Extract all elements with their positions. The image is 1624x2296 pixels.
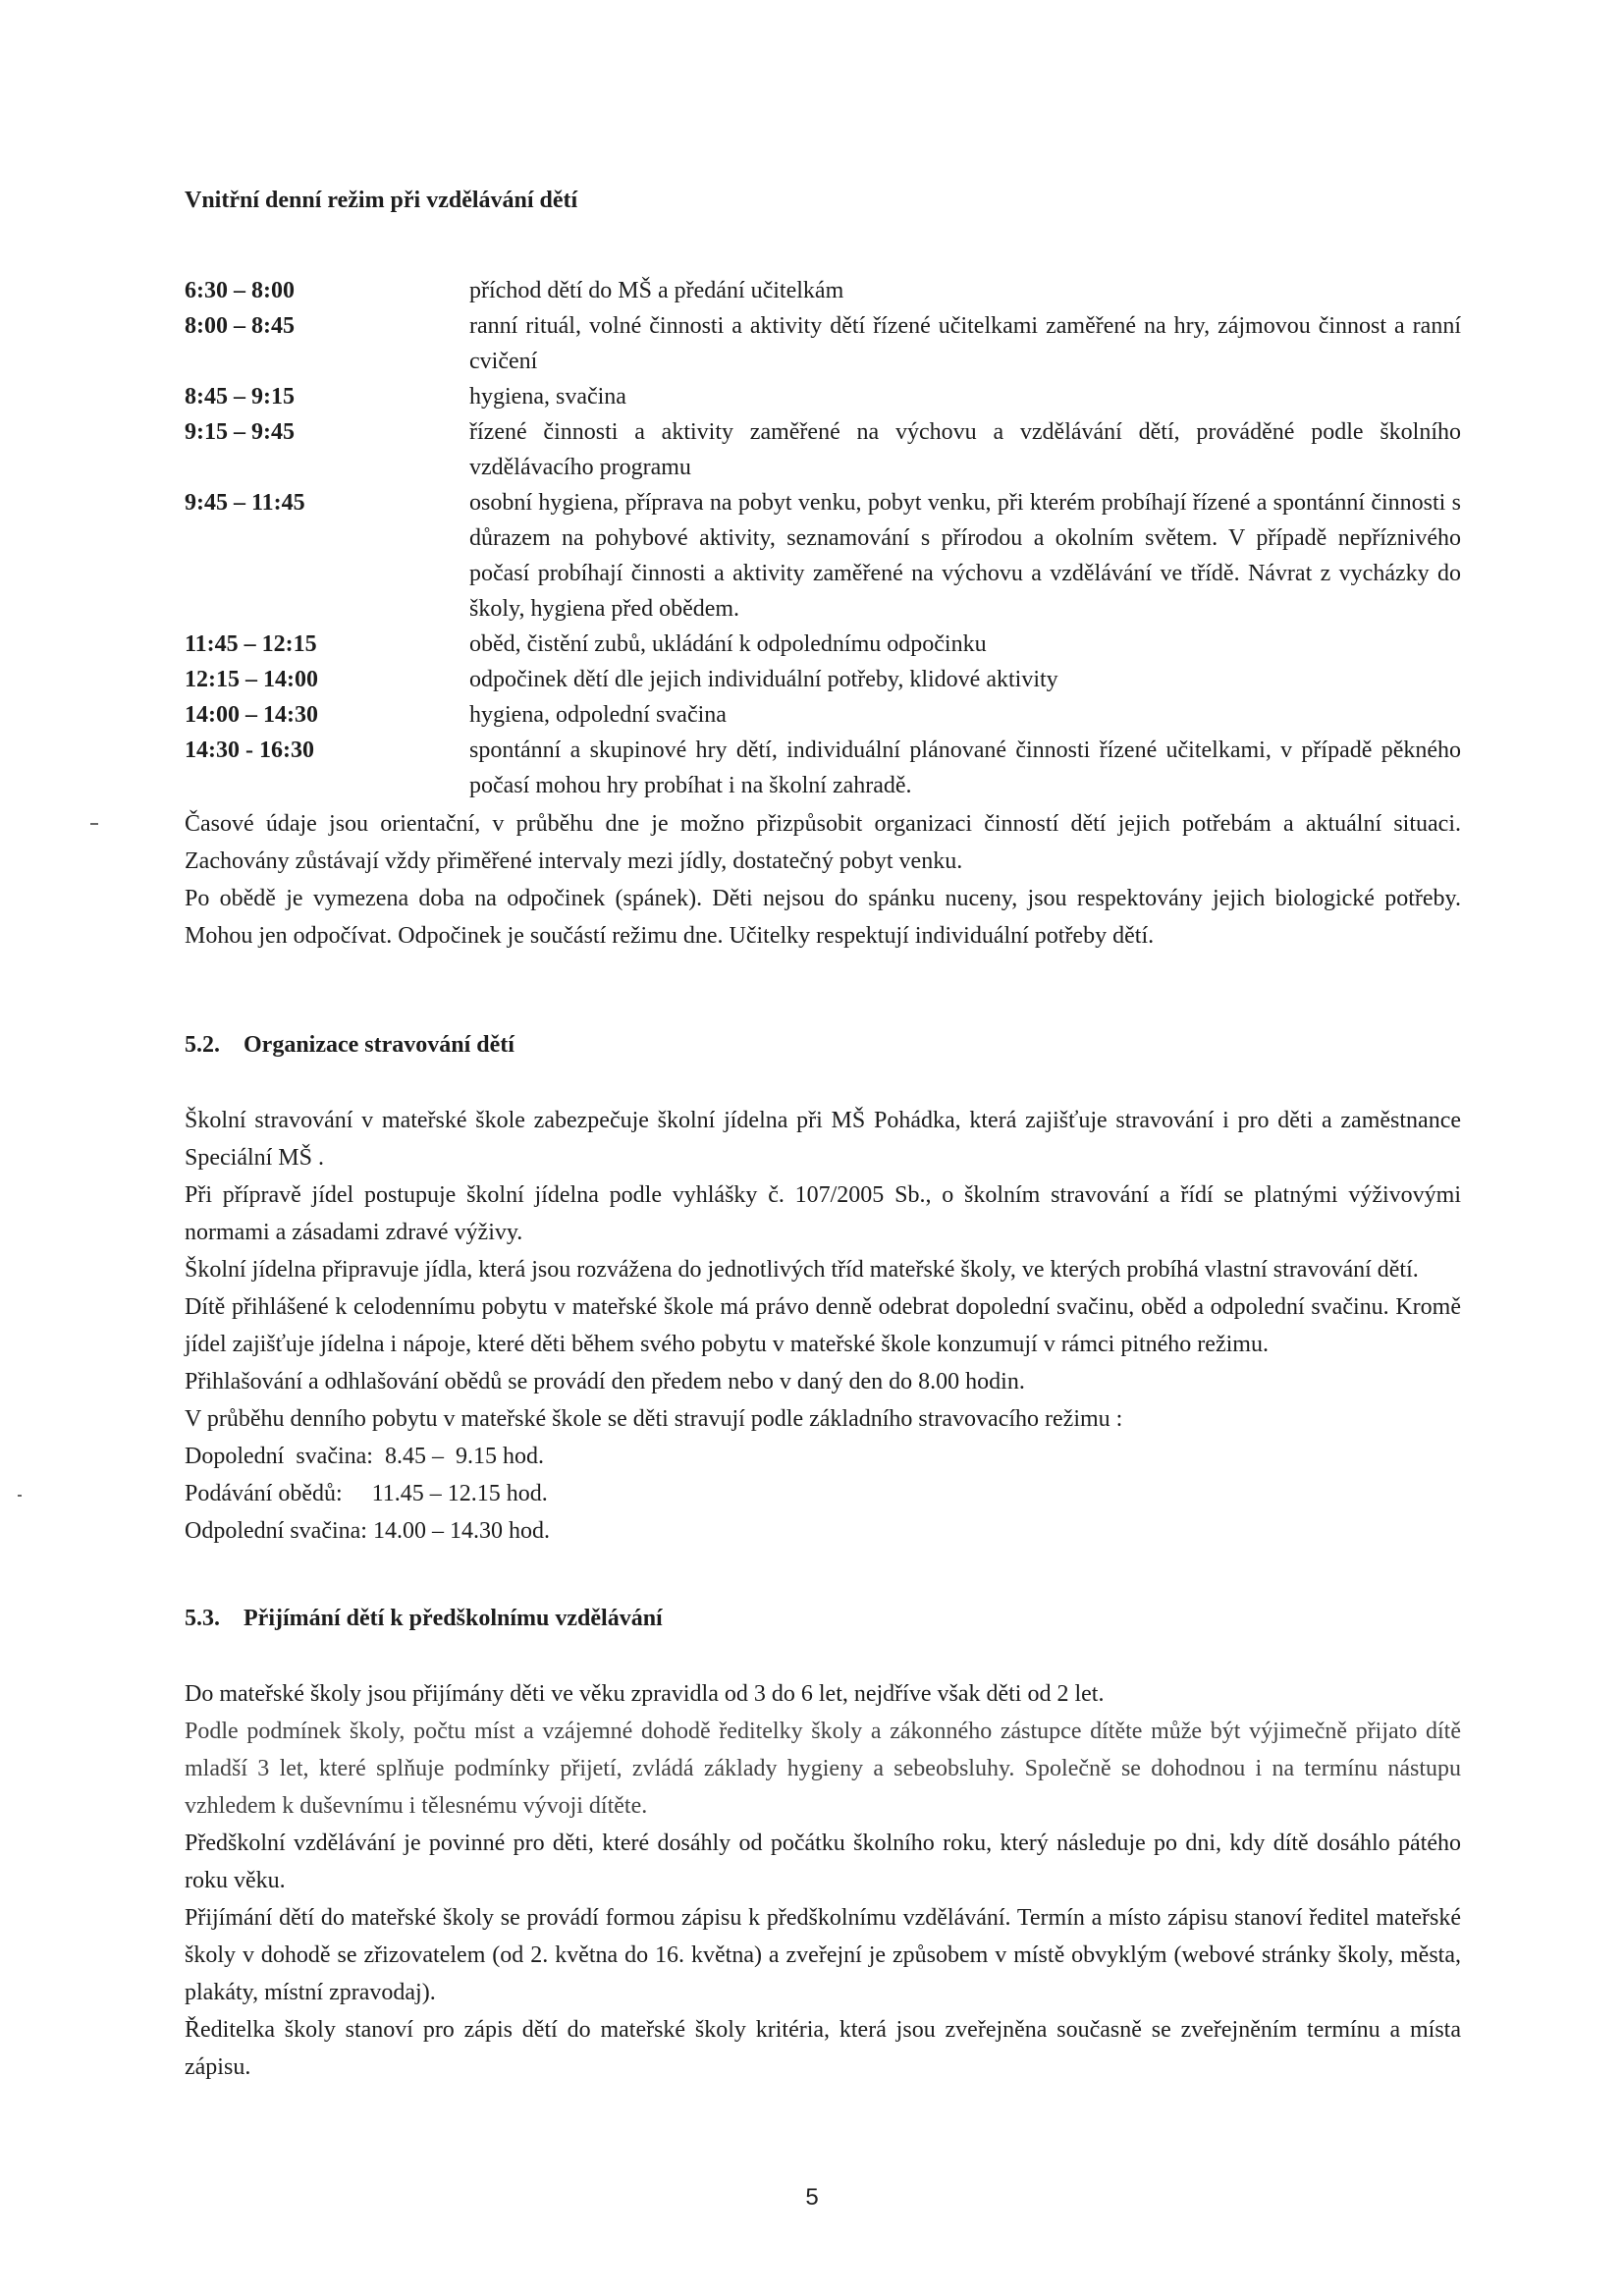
daily-schedule bbox=[185, 273, 1461, 803]
schedule-activity: hygiena, odpolední svačina bbox=[469, 702, 727, 728]
schedule-time: 8:45 – 9:15 bbox=[185, 384, 295, 410]
paragraph: Podle podmínek školy, počtu míst a vzájemné dohodě ředitelky školy a zákonného zástupce dítěte může být výjimečně přijato dítě mladší 3 let, které splňuje podmínky přijetí, zvládá základy hygieny a sebeobsluhy. Společně se dohodnou i na termínu nástupu vzhledem k duševnímu i tělesnému vývoji dítěte. bbox=[185, 1719, 1461, 1819]
schedule-row bbox=[185, 485, 1461, 627]
schedule-time: 9:45 – 11:45 bbox=[185, 490, 305, 516]
paragraph: Školní jídelna připravuje jídla, která jsou rozvážena do jednotlivých tříd mateřské školy, ve kterých probíhá vlastní stravování dětí. bbox=[185, 1257, 1419, 1283]
section-5-2-heading bbox=[185, 1029, 1461, 1061]
schedule-row bbox=[185, 627, 1461, 662]
schedule-time: 9:15 – 9:45 bbox=[185, 419, 295, 445]
schedule-row bbox=[185, 308, 1461, 379]
section-number: 5.2. bbox=[185, 1032, 220, 1058]
schedule-time: 6:30 – 8:00 bbox=[185, 278, 295, 303]
paragraph: Předškolní vzdělávání je povinné pro děti, které dosáhly od počátku školního roku, který následuje po dni, kdy dítě dosáhlo pátého roku věku. bbox=[185, 1831, 1461, 1893]
page-content bbox=[185, 185, 1461, 2086]
schedule-activity: osobní hygiena, příprava na pobyt venku, pobyt venku, při kterém probíhají řízené a spontánní činnosti s důrazem na pohybové aktivity, seznamování s přírodou a okolním světem. V případě nepříznivého počasí probíhají činnosti a aktivity zaměřené na výchovu a vzdělávání ve třídě. Návrat z vycházky do školy, hygiena před obědem. bbox=[469, 490, 1461, 622]
paragraph: Přihlašování a odhlašování obědů se provádí den předem nebo v daný den do 8.00 hodin. bbox=[185, 1369, 1025, 1394]
schedule-activity: řízené činnosti a aktivity zaměřené na výchovu a vzdělávání dětí, prováděné podle školního vzdělávacího programu bbox=[469, 419, 1461, 480]
schedule-row bbox=[185, 273, 1461, 308]
paragraph: Do mateřské školy jsou přijímány děti ve věku zpravidla od 3 do 6 let, nejdříve však děti od 2 let. bbox=[185, 1681, 1105, 1707]
schedule-time: 11:45 – 12:15 bbox=[185, 631, 317, 657]
section-5-3-heading bbox=[185, 1603, 1461, 1634]
schedule-activity: oběd, čistění zubů, ukládání k odpolednímu odpočinku bbox=[469, 631, 987, 657]
schedule-row bbox=[185, 379, 1461, 414]
paragraph: V průběhu denního pobytu v mateřské škole se děti stravují podle základního stravovacího režimu : bbox=[185, 1406, 1123, 1432]
schedule-time: 12:15 – 14:00 bbox=[185, 667, 318, 692]
paragraph: Při přípravě jídel postupuje školní jídelna podle vyhlášky č. 107/2005 Sb., o školním stravování a řídí se platnými výživovými normami a zásadami zdravé výživy. bbox=[185, 1182, 1461, 1245]
section-5-2-body bbox=[185, 1102, 1461, 1550]
schedule-activity: spontánní a skupinové hry dětí, individuální plánované činnosti řízené učitelkami, v případě pěkného počasí mohou hry probíhat i na školní zahradě. bbox=[469, 738, 1461, 798]
schedule-activity: odpočinek dětí dle jejich individuální potřeby, klidové aktivity bbox=[469, 667, 1058, 692]
section-title: Organizace stravování dětí bbox=[244, 1032, 514, 1058]
paragraph: Ředitelka školy stanoví pro zápis dětí do mateřské školy kritéria, která jsou zveřejněna současně se zveřejněním termínu a místa zápisu. bbox=[185, 2017, 1461, 2080]
meal-time: Dopolední svačina: 8.45 – 9.15 hod. bbox=[185, 1444, 544, 1469]
schedule-activity: ranní rituál, volné činnosti a aktivity dětí řízené učitelkami zaměřené na hry, zájmovou činnost a ranní cvičení bbox=[469, 313, 1461, 374]
regime-note: Po obědě je vymezena doba na odpočinek (spánek). Děti nejsou do spánku nuceny, jsou respektovány jejich biologické potřeby. Mohou jen odpočívat. Odpočinek je součástí režimu dne. Učitelky respektují individuální potřeby dětí. bbox=[185, 886, 1461, 949]
page-number: 5 bbox=[805, 2184, 819, 2211]
schedule-row bbox=[185, 733, 1461, 803]
schedule-time: 14:00 – 14:30 bbox=[185, 702, 318, 728]
paragraph: Přijímání dětí do mateřské školy se provádí formou zápisu k předškolnímu vzdělávání. Termín a místo zápisu stanoví ředitel mateřské školy v dohodě se zřizovatelem (od 2. května do 16. května) a zveřejní je způsobem v místě obvyklým (webové stránky školy, města, plakáty, místní zpravodaj). bbox=[185, 1905, 1461, 2005]
section-number: 5.3. bbox=[185, 1606, 220, 1631]
schedule-time: 8:00 – 8:45 bbox=[185, 313, 295, 339]
section-5-3-body bbox=[185, 1675, 1461, 2086]
meal-time: Odpolední svačina: 14.00 – 14.30 hod. bbox=[185, 1518, 550, 1544]
schedule-row bbox=[185, 662, 1461, 697]
paragraph: Školní stravování v mateřské škole zabezpečuje školní jídelna při MŠ Pohádka, která zajišťuje stravování i pro děti a zaměstnance Speciální MŠ . bbox=[185, 1108, 1461, 1171]
schedule-row bbox=[185, 697, 1461, 733]
regime-heading: Vnitřní denní režim při vzdělávání dětí bbox=[185, 188, 578, 213]
paragraph: Dítě přihlášené k celodennímu pobytu v mateřské škole má právo denně odebrat dopolední svačinu, oběd a odpolední svačinu. Kromě jídel zajišťuje jídelna i nápoje, které děti během svého pobytu v mateřské škole konzumují v rámci pitného režimu. bbox=[185, 1294, 1461, 1357]
scan-mark bbox=[18, 1495, 22, 1497]
section-title: Přijímání dětí k předškolnímu vzdělávání bbox=[244, 1606, 663, 1631]
schedule-row bbox=[185, 414, 1461, 485]
scan-mark bbox=[90, 823, 98, 825]
meal-time: Podávání obědů: 11.45 – 12.15 hod. bbox=[185, 1481, 548, 1506]
schedule-time: 14:30 - 16:30 bbox=[185, 738, 314, 763]
schedule-activity: hygiena, svačina bbox=[469, 384, 626, 410]
regime-note: Časové údaje jsou orientační, v průběhu dne je možno přizpůsobit organizaci činností dětí jejich potřebám a aktuální situaci. Zachovány zůstávají vždy přiměřené intervaly mezi jídly, dostatečný pobyt venku. bbox=[185, 811, 1461, 874]
schedule-activity: příchod dětí do MŠ a předání učitelkám bbox=[469, 278, 844, 303]
